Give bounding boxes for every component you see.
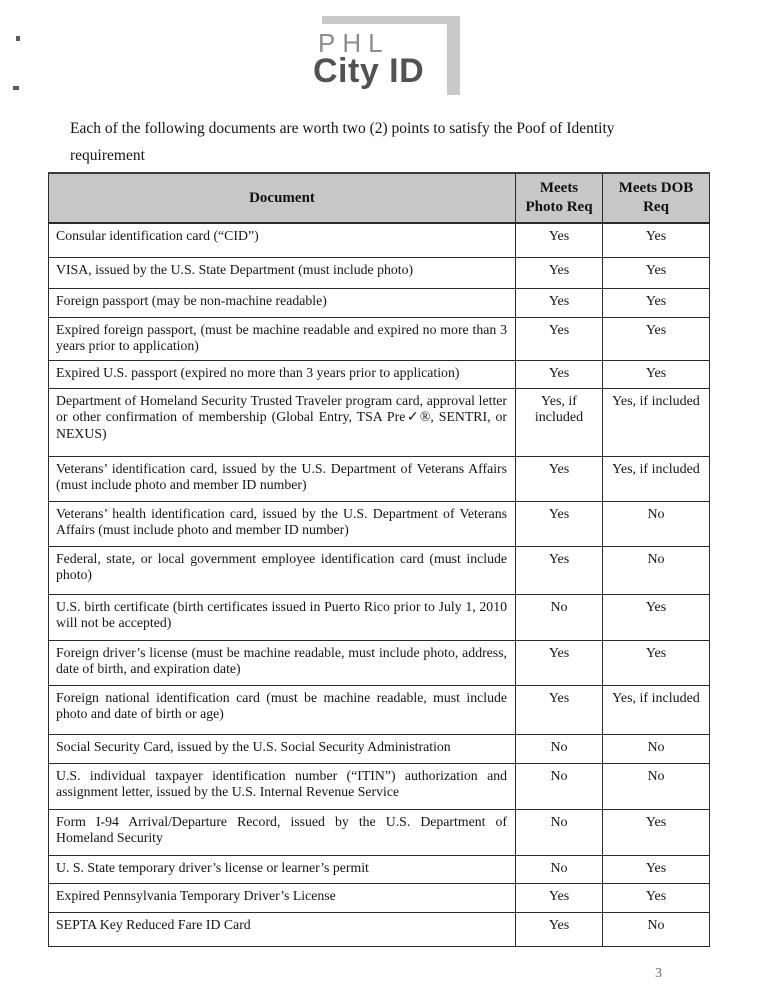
meets-dob-req-cell: Yes bbox=[603, 640, 710, 685]
meets-dob-req-cell: No bbox=[603, 734, 710, 763]
document-cell: Foreign passport (may be non-machine readable) bbox=[49, 288, 516, 317]
document-cell: Expired U.S. passport (expired no more than 3 years prior to application) bbox=[49, 360, 516, 388]
documents-table-body bbox=[49, 223, 710, 946]
document-cell: U.S. birth certificate (birth certificates issued in Puerto Rico prior to July 1, 2010 will not be accepted) bbox=[49, 594, 516, 640]
meets-photo-req-cell: Yes bbox=[516, 640, 603, 685]
header-row bbox=[49, 173, 710, 223]
meets-photo-req-cell: Yes bbox=[516, 257, 603, 288]
meets-photo-req-cell: Yes bbox=[516, 288, 603, 317]
meets-photo-req-cell: Yes bbox=[516, 883, 603, 912]
document-cell: Federal, state, or local government employee identification card (must include photo) bbox=[49, 546, 516, 594]
meets-photo-req-cell: Yes bbox=[516, 685, 603, 734]
scan-speck bbox=[13, 86, 19, 90]
meets-dob-req-cell: Yes bbox=[603, 883, 710, 912]
meets-dob-req-cell: Yes bbox=[603, 809, 710, 855]
table-row bbox=[49, 360, 710, 388]
meets-photo-req-cell: No bbox=[516, 734, 603, 763]
document-cell: Consular identification card (“CID”) bbox=[49, 223, 516, 257]
document-cell: Veterans’ identification card, issued by the U.S. Department of Veterans Affairs (must include photo and member ID number) bbox=[49, 456, 516, 501]
table-row bbox=[49, 456, 710, 501]
column-header-document: Document bbox=[49, 173, 516, 223]
meets-photo-req-cell: Yes bbox=[516, 546, 603, 594]
table-row bbox=[49, 501, 710, 546]
document-cell: Foreign national identification card (must be machine readable, must include photo and date of birth or age) bbox=[49, 685, 516, 734]
meets-dob-req-cell: No bbox=[603, 501, 710, 546]
logo-text-phl: PHL bbox=[318, 28, 390, 58]
table-row bbox=[49, 912, 710, 946]
meets-dob-req-cell: Yes, if included bbox=[603, 456, 710, 501]
table-row bbox=[49, 685, 710, 734]
document-cell: Social Security Card, issued by the U.S. Social Security Administration bbox=[49, 734, 516, 763]
meets-photo-req-cell: Yes bbox=[516, 456, 603, 501]
logo-frame-right bbox=[447, 16, 460, 95]
column-header-meets-dob-req: Meets DOB Req bbox=[603, 173, 710, 223]
table-row bbox=[49, 594, 710, 640]
document-cell: Foreign driver’s license (must be machine readable, must include photo, address, date of birth, and expiration date) bbox=[49, 640, 516, 685]
document-cell: Veterans’ health identification card, issued by the U.S. Department of Veterans Affairs (must include photo and member ID number) bbox=[49, 501, 516, 546]
meets-dob-req-cell: Yes, if included bbox=[603, 685, 710, 734]
table-row bbox=[49, 855, 710, 883]
table-row bbox=[49, 763, 710, 809]
document-cell: SEPTA Key Reduced Fare ID Card bbox=[49, 912, 516, 946]
meets-photo-req-cell: No bbox=[516, 594, 603, 640]
document-cell: VISA, issued by the U.S. State Department (must include photo) bbox=[49, 257, 516, 288]
document-cell: U. S. State temporary driver’s license or learner’s permit bbox=[49, 855, 516, 883]
meets-dob-req-cell: Yes bbox=[603, 288, 710, 317]
meets-dob-req-cell: Yes bbox=[603, 223, 710, 257]
table-row bbox=[49, 883, 710, 912]
meets-dob-req-cell: Yes bbox=[603, 360, 710, 388]
scan-speck bbox=[16, 36, 20, 41]
meets-photo-req-cell: No bbox=[516, 855, 603, 883]
table-row bbox=[49, 223, 710, 257]
meets-photo-req-cell: Yes bbox=[516, 501, 603, 546]
logo-text-city-id: City ID bbox=[313, 52, 425, 90]
document-cell: Form I-94 Arrival/Departure Record, issued by the U.S. Department of Homeland Security bbox=[49, 809, 516, 855]
document-cell: U.S. individual taxpayer identification number (“ITIN”) authorization and assignment letter, issued by the U.S. Internal Revenue Service bbox=[49, 763, 516, 809]
meets-photo-req-cell: Yes bbox=[516, 317, 603, 360]
meets-photo-req-cell: Yes bbox=[516, 223, 603, 257]
table-row bbox=[49, 388, 710, 456]
meets-dob-req-cell: Yes bbox=[603, 257, 710, 288]
meets-dob-req-cell: Yes bbox=[603, 317, 710, 360]
table-row bbox=[49, 317, 710, 360]
documents-table-container bbox=[48, 172, 709, 947]
meets-photo-req-cell: Yes bbox=[516, 912, 603, 946]
table-row bbox=[49, 809, 710, 855]
document-cell: Department of Homeland Security Trusted Traveler program card, approval letter or other confirmation of membership (Global Entry, TSA Pre✓®, SENTRI, or NEXUS) bbox=[49, 388, 516, 456]
document-cell: Expired foreign passport, (must be machine readable and expired no more than 3 years prior to application) bbox=[49, 317, 516, 360]
meets-dob-req-cell: No bbox=[603, 763, 710, 809]
intro-paragraph: Each of the following documents are worth two (2) points to satisfy the Poof of Identity requirement bbox=[70, 120, 615, 164]
meets-photo-req-cell: No bbox=[516, 763, 603, 809]
documents-table bbox=[48, 172, 710, 947]
table-row bbox=[49, 288, 710, 317]
table-row bbox=[49, 640, 710, 685]
meets-photo-req-cell: Yes bbox=[516, 360, 603, 388]
meets-dob-req-cell: No bbox=[603, 546, 710, 594]
meets-photo-req-cell: No bbox=[516, 809, 603, 855]
meets-dob-req-cell: Yes bbox=[603, 594, 710, 640]
documents-table-header bbox=[49, 173, 710, 223]
table-row bbox=[49, 257, 710, 288]
table-row bbox=[49, 734, 710, 763]
meets-photo-req-cell: Yes, if included bbox=[516, 388, 603, 456]
meets-dob-req-cell: No bbox=[603, 912, 710, 946]
column-header-meets-photo-req: Meets Photo Req bbox=[516, 173, 603, 223]
document-cell: Expired Pennsylvania Temporary Driver’s License bbox=[49, 883, 516, 912]
meets-dob-req-cell: Yes bbox=[603, 855, 710, 883]
phl-city-id-logo bbox=[312, 16, 460, 98]
logo-frame-top bbox=[322, 16, 458, 24]
table-row bbox=[49, 546, 710, 594]
meets-dob-req-cell: Yes, if included bbox=[603, 388, 710, 456]
page-number: 3 bbox=[655, 966, 662, 981]
